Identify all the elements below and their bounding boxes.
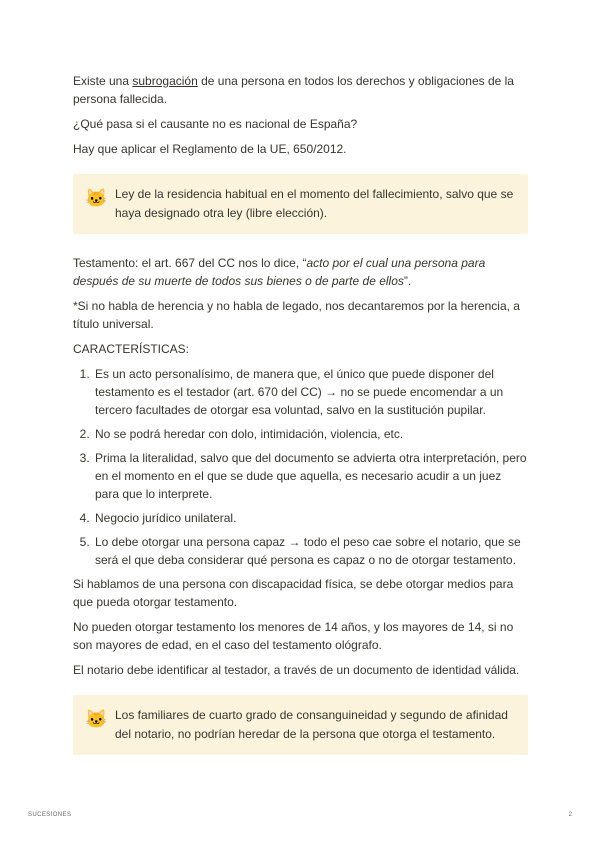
cat-face-icon: 🐱	[85, 188, 108, 208]
intro-text-cont: de una persona en todos los derechos y obligaciones de la persona fallecida.	[73, 74, 514, 106]
discapacidad-paragraph: Si hablamos de una persona con discapacidad física, se debe otorgar medios para que pueda otorgar testamento.	[73, 577, 514, 609]
list-item: 5. Lo debe otorgar una persona capaz → todo el peso cae sobre el notario, que se será el que deba considerar qué persona es capaz o no de otorgar testamento.	[93, 533, 528, 569]
intro-paragraph	[73, 72, 528, 108]
cat-face-icon: 🐱	[85, 709, 108, 729]
testamento-quote: acto por el cual una persona para después de su muerte de todos sus bienes o de parte de ellos	[73, 256, 486, 288]
list-item: 3. Prima la literalidad, salvo que del documento se advierta otra interpretación, pero en el momento en el que se dude que aquella, es necesario acudir a un juez para que lo interprete.	[93, 449, 528, 503]
list-item: 2. No se podrá heredar con dolo, intimidación, violencia, etc.	[93, 425, 528, 443]
characteristics-heading: CARACTERÍSTICAS:	[73, 342, 190, 356]
intro-text: Existe una	[73, 74, 133, 88]
reglamento-paragraph: Hay que aplicar el Reglamento de la UE, 650/2012.	[73, 142, 347, 156]
menores-paragraph: No pueden otorgar testamento los menores de 14 años, y los mayores de 14, si no son mayores de edad, en el caso del testamento ológrafo.	[73, 620, 514, 652]
page-content	[73, 72, 528, 769]
callout-residencia	[73, 174, 528, 234]
notario-paragraph: El notario debe identificar al testador, a través de un documento de identidad válida.	[73, 663, 520, 677]
list-item: 1. Es un acto personalísimo, de manera que, el único que puede disponer del testamento es el testador (art. 670 del CC) → no se puede encomendar a un tercero facultades de otorgar esa voluntad, salvo en la sustitución pupilar.	[93, 365, 528, 419]
callout-familiares	[73, 695, 528, 755]
subrogacion-term: subrogación	[132, 74, 198, 88]
quote-close: ”.	[403, 274, 412, 288]
list-item: 4. Negocio jurídico unilateral.	[93, 509, 528, 527]
callout-text: Los familiares de cuarto grado de consanguineidad y segundo de afinidad del notario, no podrían heredar de la persona que otorga el testamento.	[115, 708, 508, 741]
note-paragraph: *Si no habla de herencia y no habla de legado, nos decantaremos por la herencia, a título universal.	[73, 299, 520, 331]
question-paragraph: ¿Qué pasa si el causante no es nacional de España?	[73, 117, 358, 131]
characteristics-list	[73, 365, 528, 569]
callout-text: Ley de la residencia habitual en el momento del fallecimiento, salvo que se haya designado otra ley (libre elección).	[115, 187, 514, 220]
page-number: 2	[568, 812, 572, 818]
footer-section-title: SUCESIONES	[28, 812, 72, 818]
testamento-definition	[73, 254, 528, 290]
testamento-label: Testamento: el art. 667 del CC nos lo dice, “	[73, 256, 307, 270]
